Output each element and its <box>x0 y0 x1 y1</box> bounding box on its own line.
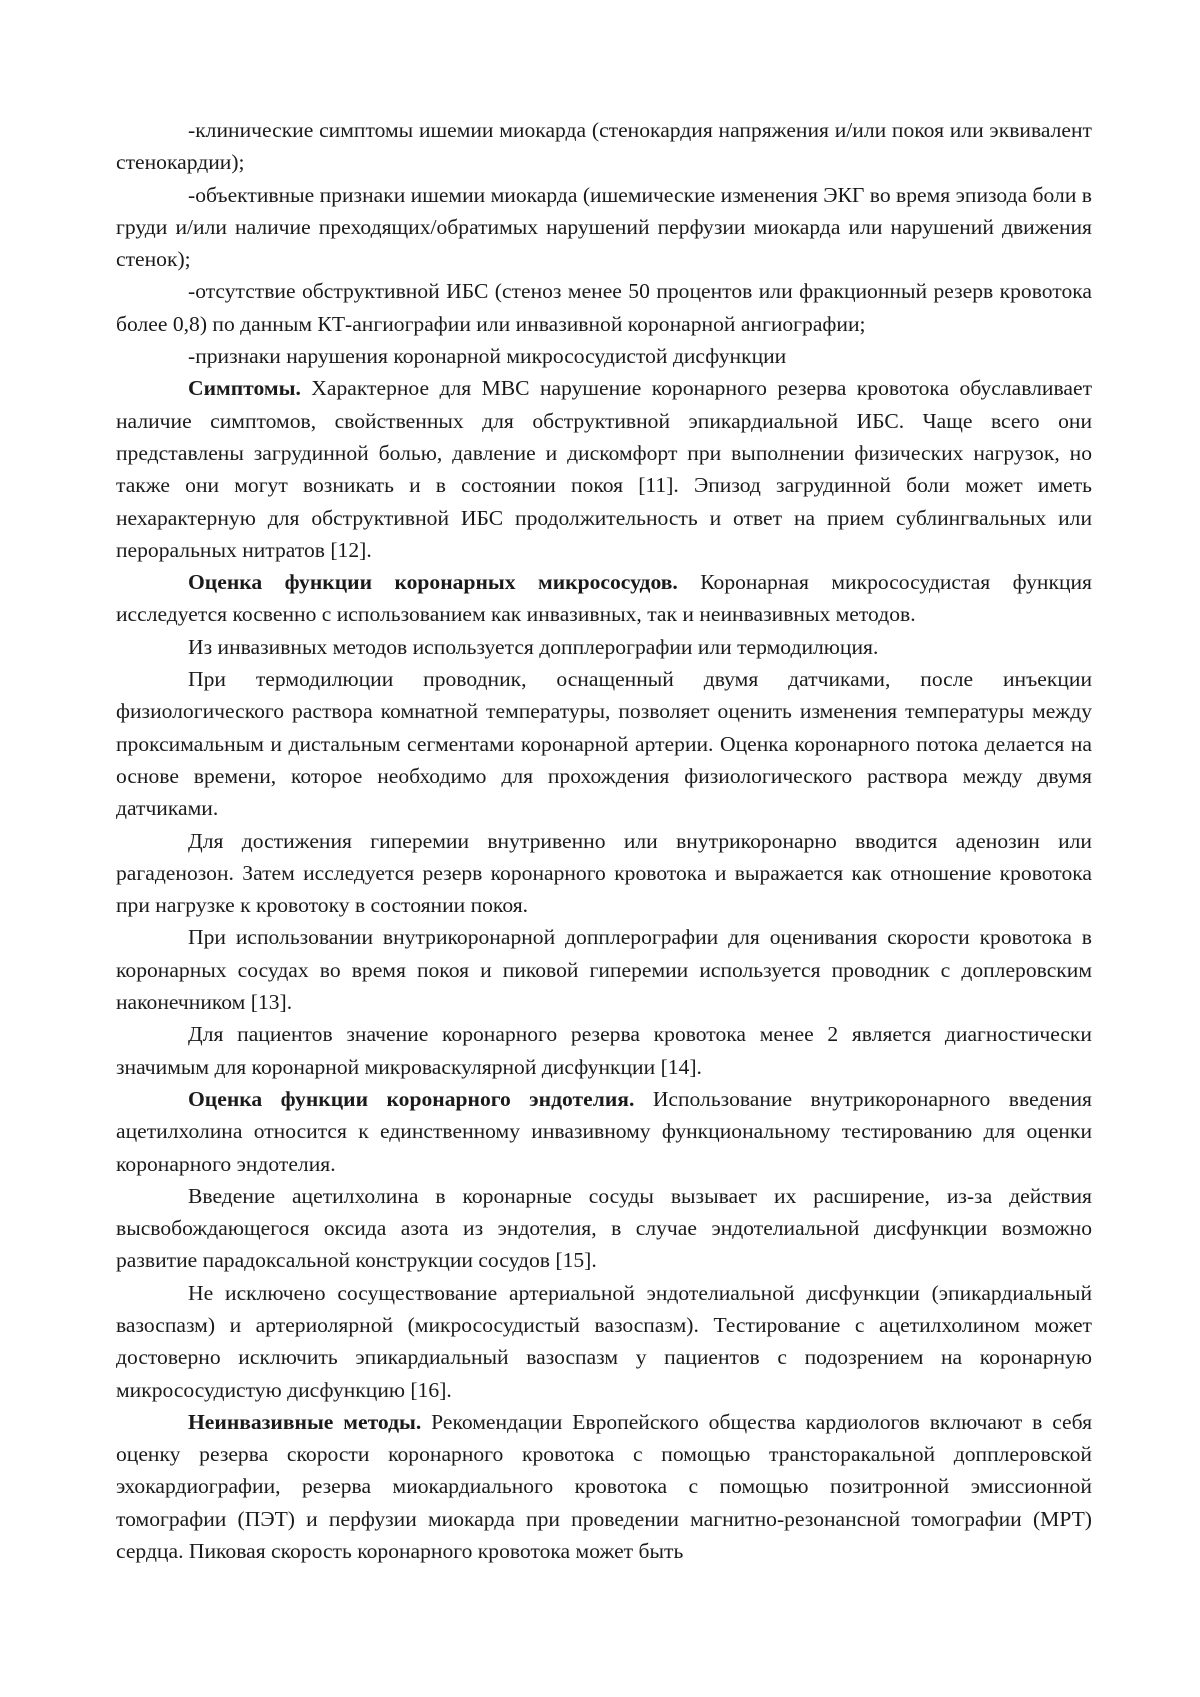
reserve-threshold-paragraph: Для пациентов значение коронарного резерва кровотока менее 2 является диагностически значимым для коронарной микроваскулярной дисфункции [14]. <box>116 1018 1092 1083</box>
hyperemia-paragraph: Для достижения гиперемии внутривенно или внутрикоронарно вводится аденозин или рагаденозон. Затем исследуется резерв коронарного кровотока и выражается как отношение кровотока при нагрузке к кровотоку в состоянии покоя. <box>116 825 1092 922</box>
acetylcholine-paragraph: Введение ацетилхолина в коронарные сосуды вызывает их расширение, из-за действия высвобождающегося оксида азота из эндотелия, в случае эндотелиальной дисфункции возможно развитие парадоксальной конструкции сосудов [15]. <box>116 1180 1092 1277</box>
criterion-objective-signs: -объективные признаки ишемии миокарда (ишемические изменения ЭКГ во время эпизода боли в груди и/или наличие преходящих/обратимых нарушений перфузии миокарда или нарушений движения стенок); <box>116 179 1092 276</box>
section-heading: Симптомы. <box>188 376 301 400</box>
section-endothelium-assessment <box>116 1083 1092 1180</box>
criterion-no-obstructive-ibs: -отсутствие обструктивной ИБС (стеноз менее 50 процентов или фракционный резерв кровотока более 0,8) по данным КТ-ангиографии или инвазивной коронарной ангиографии; <box>116 275 1092 340</box>
paragraph-body: Использование внутрикоронарного введения ацетилхолина относится к единственному инвазивному функциональному тестированию для оценки коронарного эндотелия. <box>116 1087 1092 1176</box>
document-page <box>116 114 1092 1567</box>
criterion-microvascular-dysfunction: -признаки нарушения коронарной микрососудистой дисфункции <box>116 340 1092 372</box>
section-heading: Оценка функции коронарных микрососудов. <box>188 570 678 594</box>
section-noninvasive <box>116 1406 1092 1567</box>
invasive-methods-paragraph: Из инвазивных методов используется допплерографии или термодилюция. <box>116 631 1092 663</box>
section-symptoms <box>116 372 1092 566</box>
section-heading: Неинвазивные методы. <box>188 1410 421 1434</box>
paragraph-body: Рекомендации Европейского общества кардиологов включают в себя оценку резерва скорости коронарного кровотока с помощью трансторакальной допплеровской эхокардиографии, резерва миокардиального кровотока с помощью позитронной эмиссионной томографии (ПЭТ) и перфузии миокарда при проведении магнитно-резонансной томографии (МРТ) сердца. Пиковая скорость коронарного кровотока может быть <box>116 1410 1092 1563</box>
section-microvessel-assessment <box>116 566 1092 631</box>
thermodilution-paragraph: При термодилюции проводник, оснащенный двумя датчиками, после инъекции физиологического раствора комнатной температуры, позволяет оценить изменения температуры между проксимальным и дистальным сегментами коронарной артерии. Оценка коронарного потока делается на основе времени, которое необходимо для прохождения физиологического раствора между двумя датчиками. <box>116 663 1092 824</box>
paragraph-body: Коронарная микрососудистая функция исследуется косвенно с использованием как инвазивных, так и неинвазивных методов. <box>116 570 1092 626</box>
coexistence-paragraph: Не исключено сосуществование артериальной эндотелиальной дисфункции (эпикардиальный вазоспазм) и артериолярной (микрососудистый вазоспазм). Тестирование с ацетилхолином может достоверно исключить эпикардиальный вазоспазм у пациентов с подозрением на коронарную микрососудистую дисфункцию [16]. <box>116 1277 1092 1406</box>
section-heading: Оценка функции коронарного эндотелия. <box>188 1087 634 1111</box>
paragraph-body: Характерное для МВС нарушение коронарного резерва кровотока обуславливает наличие симптомов, свойственных для обструктивной эпикардиальной ИБС. Чаще всего они представлены загрудинной болью, давление и дискомфорт при выполнении физических нагрузок, но также они могут возникать и в состоянии покоя [11]. Эпизод загрудинной боли может иметь нехарактерную для обструктивной ИБС продолжительность и ответ на прием сублингвальных или пероральных нитратов [12]. <box>116 376 1092 561</box>
criterion-clinical-symptoms: -клинические симптомы ишемии миокарда (стенокардия напряжения и/или покоя или эквивалент стенокардии); <box>116 114 1092 179</box>
intracoronary-doppler-paragraph: При использовании внутрикоронарной допплерографии для оценивания скорости кровотока в коронарных сосудах во время покоя и пиковой гиперемии используется проводник с доплеровским наконечником [13]. <box>116 921 1092 1018</box>
